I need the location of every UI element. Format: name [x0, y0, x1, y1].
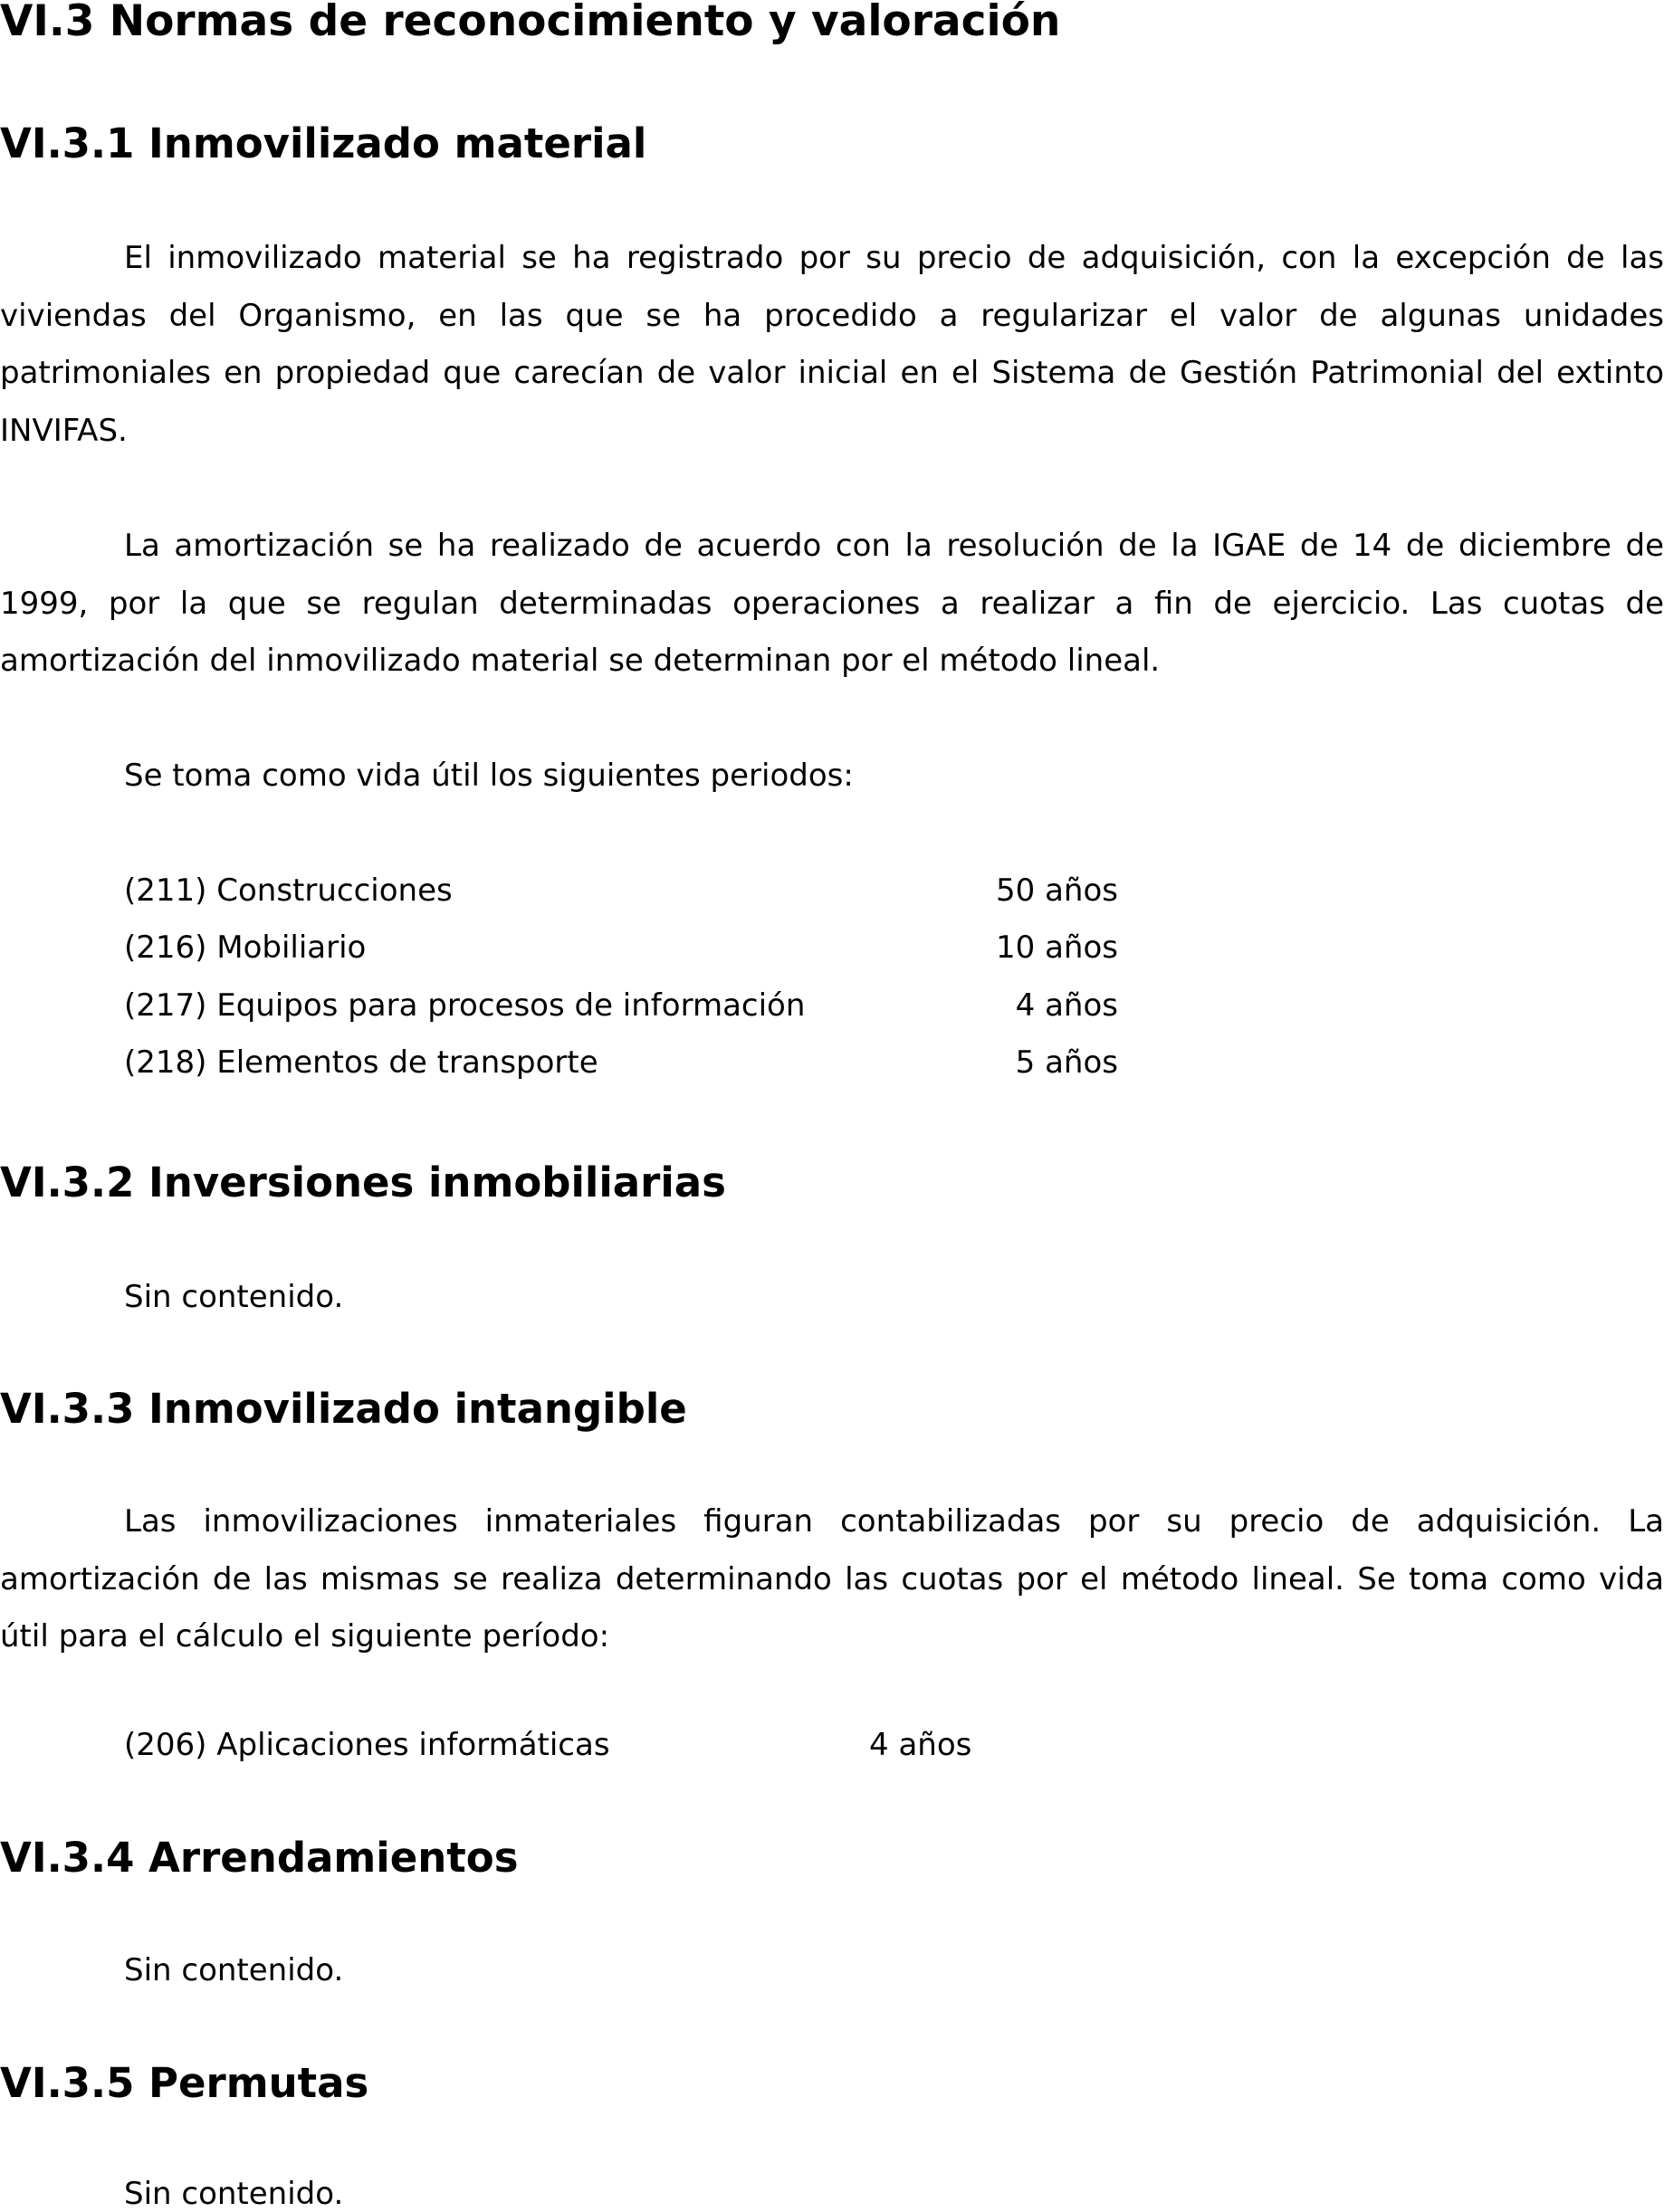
useful-life-value: 4 años: [869, 1727, 972, 1763]
useful-life-value: 50 años: [996, 872, 1118, 909]
useful-life-label: (218) Elementos de transporte: [124, 1044, 598, 1081]
paragraph-inmovilizado-material-1: El inmovilizado material se ha registrado por su precio de adquisición, con la excepción de las viviendas del Organismo, en las que se ha procedido a regularizar el valor de algunas unidades patrimoniales en propiedad que carecían de valor inicial en el Sistema de Gestión Patrimonial del extinto INVIFAS.: [0, 240, 1664, 449]
heading-arrendamientos: VI.3.4 Arrendamientos: [0, 1834, 519, 1882]
useful-life-value: 10 años: [996, 930, 1118, 966]
paragraph-inmovilizado-material-2: La amortización se ha realizado de acuerdo con la resolución de la IGAE de 14 de diciembre de 1999, por la que se regulan determinadas operaciones a realizar a fin de ejercicio. Las cuotas de amortización del inmovilizado material se determinan por el método lineal.: [0, 528, 1664, 679]
useful-life-value: 5 años: [1015, 1044, 1118, 1081]
useful-life-label: (211) Construcciones: [124, 872, 453, 909]
useful-life-label: (206) Aplicaciones informáticas: [124, 1727, 610, 1763]
useful-life-intro: Se toma como vida útil los siguientes periodos:: [124, 758, 854, 794]
text-permutas: Sin contenido.: [124, 2176, 344, 2212]
paragraph-inmovilizado-intangible: Las inmovilizaciones inmateriales figuran contabilizadas por su precio de adquisición. La amortización de las mismas se realiza determinando las cuotas por el método lineal. Se toma como vida útil para el cálculo el siguiente período:: [0, 1503, 1664, 1654]
useful-life-label: (217) Equipos para procesos de información: [124, 987, 806, 1024]
useful-life-value: 4 años: [1015, 987, 1118, 1024]
heading-permutas: VI.3.5 Permutas: [0, 2059, 369, 2107]
useful-life-label: (216) Mobiliario: [124, 930, 367, 966]
heading-inmovilizado-material: VI.3.1 Inmovilizado material: [0, 119, 647, 167]
section-title: VI.3 Normas de reconocimiento y valoración: [0, 0, 1061, 46]
heading-inversiones-inmobiliarias: VI.3.2 Inversiones inmobiliarias: [0, 1158, 726, 1206]
text-inversiones-inmobiliarias: Sin contenido.: [124, 1279, 344, 1315]
heading-inmovilizado-intangible: VI.3.3 Inmovilizado intangible: [0, 1385, 687, 1433]
text-arrendamientos: Sin contenido.: [124, 1952, 344, 1988]
